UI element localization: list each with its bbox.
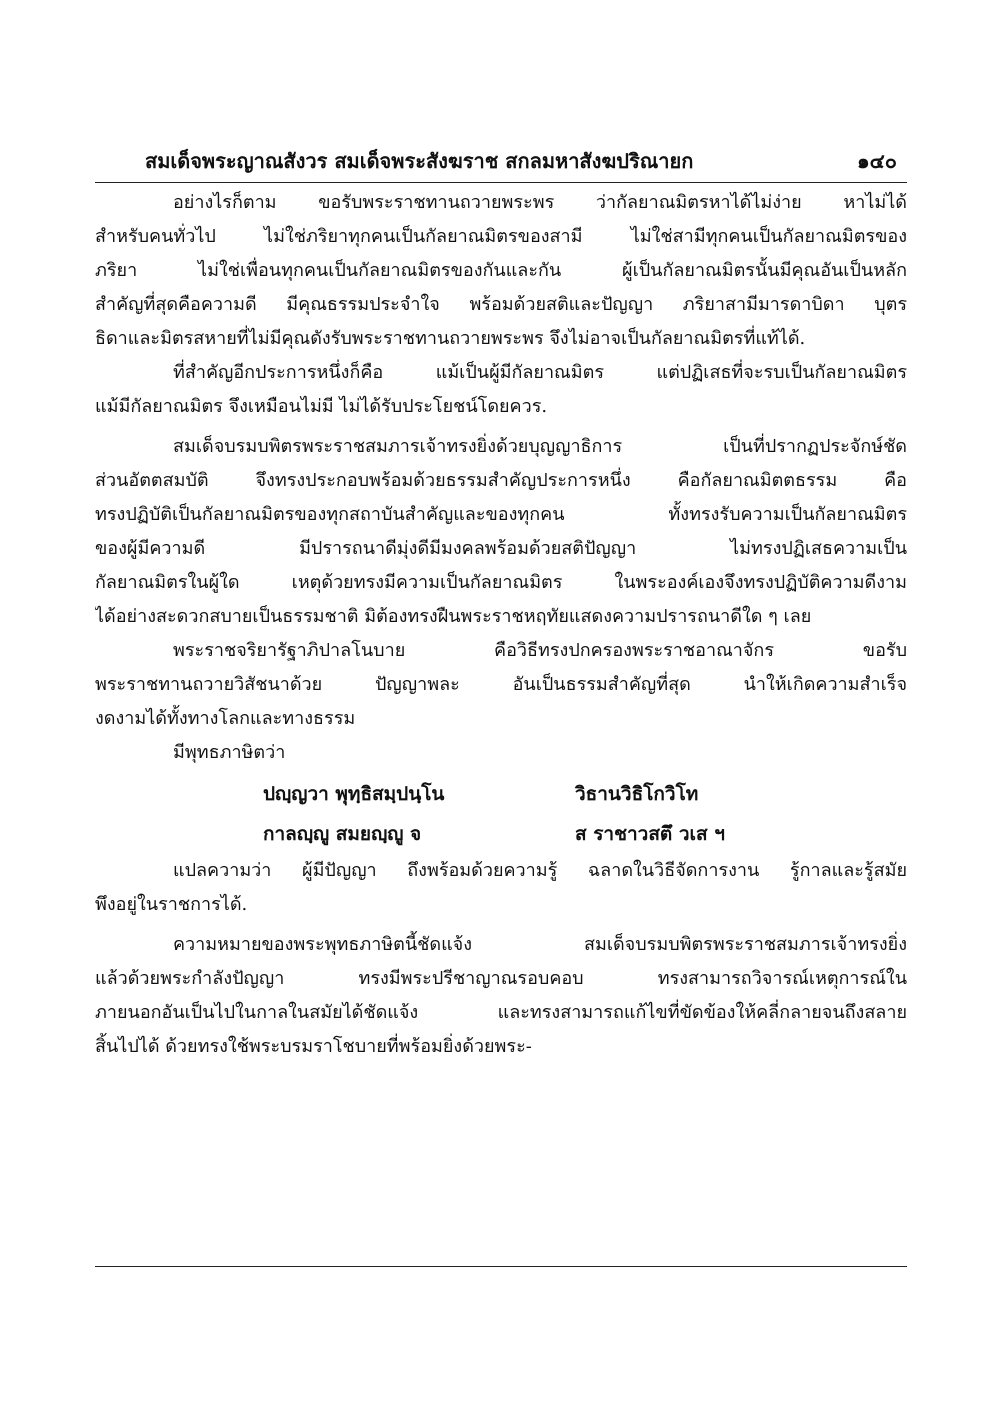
page-header (95, 144, 907, 178)
text-line: พระราชทานถวายวิสัชนาด้วย ปัญญาพละ อันเป็นธรรมสำคัญที่สุด นำให้เกิดความสำเร็จ (95, 674, 907, 695)
paragraph (95, 634, 907, 736)
text-line: ส่วนอัตตสมบัติ จึงทรงประกอบพร้อมด้วยธรรมสำคัญประการหนึ่ง คือกัลยาณมิตตธรรม คือ (95, 470, 907, 491)
text-line: แม้มีกัลยาณมิตร จึงเหมือนไม่มี ไม่ได้รับประโยชน์โดยควร. (95, 396, 548, 417)
paragraph (95, 854, 907, 922)
verse-right: วิธานวิธิโกวิโท (575, 783, 699, 805)
verse-line (95, 814, 907, 854)
paragraph (95, 928, 907, 1064)
verse-left: ปญฺญวา พุทฺธิสมฺปนฺโน (263, 783, 445, 805)
text-line: อย่างไรก็ตาม ขอรับพระราชทานถวายพระพร ว่ากัลยาณมิตรหาได้ไม่ง่าย หาไม่ได้ (173, 192, 907, 213)
text-line: ที่สำคัญอีกประการหนึ่งก็คือ แม้เป็นผู้มีกัลยาณมิตร แต่ปฏิเสธที่จะรบเป็นกัลยาณมิตร (173, 362, 907, 383)
verse-left: กาลญฺญู สมยญฺญู จ (263, 823, 422, 845)
text-line: กัลยาณมิตรในผู้ใด เหตุด้วยทรงมีความเป็นกัลยาณมิตร ในพระองค์เองจึงทรงปฏิบัติความดีงาม (95, 572, 907, 593)
text-line: ภริยา ไม่ใช่เพื่อนทุกคนเป็นกัลยาณมิตรของกันและกัน ผู้เป็นกัลยาณมิตรนั้นมีคุณอันเป็นหลัก (95, 260, 907, 281)
paragraph (95, 356, 907, 424)
text-line: ทรงปฏิบัติเป็นกัลยาณมิตรของทุกสถาบันสำคัญและของทุกคน ทั้งทรงรับความเป็นกัลยาณมิตร (95, 504, 907, 525)
text-line: แล้วด้วยพระกำลังปัญญา ทรงมีพระปรีชาญาณรอบคอบ ทรงสามารถวิจารณ์เหตุการณ์ใน (95, 968, 907, 989)
text-line: ความหมายของพระพุทธภาษิตนี้ชัดแจ้ง สมเด็จบรมบพิตรพระราชสมภารเจ้าทรงยิ่ง (173, 934, 907, 955)
text-line: ธิดาและมิตรสหายที่ไม่มีคุณดังรับพระราชทานถวายพระพร จึงไม่อาจเป็นกัลยาณมิตรที่แท้ได้. (95, 328, 806, 349)
text-line: พระราชจริยารัฐาภิปาลโนบาย คือวิธีทรงปกครองพระราชอาณาจักร ขอรับ (173, 640, 907, 661)
paragraph (95, 186, 907, 356)
paragraph (95, 736, 907, 770)
text-line: สิ้นไปได้ ด้วยทรงใช้พระบรมราโชบายที่พร้อมยิ่งด้วยพระ- (95, 1036, 532, 1057)
verse-line (95, 774, 907, 814)
text-line: งดงามได้ทั้งทางโลกและทางธรรม (95, 708, 356, 729)
text-line: ของผู้มีความดี มีปรารถนาดีมุ่งดีมีมงคลพร้อมด้วยสติปัญญา ไม่ทรงปฏิเสธความเป็น (95, 538, 907, 559)
text-line: แปลความว่า ผู้มีปัญญา ถึงพร้อมด้วยความรู้ ฉลาดในวิธีจัดการงาน รู้กาลและรู้สมัย (173, 860, 907, 881)
footer-divider (95, 1266, 907, 1267)
text-line: สมเด็จบรมบพิตรพระราชสมภารเจ้าทรงยิ่งด้วยบุญญาธิการ เป็นที่ปรากฏประจักษ์ชัด (173, 436, 907, 457)
text-line: ภายนอกอันเป็นไปในกาลในสมัยได้ชัดแจ้ง และทรงสามารถแก้ไขที่ขัดข้องให้คลี่กลายจนถึงสลาย (95, 1002, 907, 1023)
text-line: ได้อย่างสะดวกสบายเป็นธรรมชาติ มิต้องทรงฝืนพระราชหฤทัยแสดงความปรารถนาดีใด ๆ เลย (95, 606, 812, 627)
verse-block (95, 774, 907, 854)
header-divider (95, 182, 907, 183)
text-line: สำคัญที่สุดคือความดี มีคุณธรรมประจำใจ พร้อมด้วยสติและปัญญา ภริยาสามีมารดาบิดา บุตร (95, 294, 907, 315)
text-line: สำหรับคนทั่วไป ไม่ใช่ภริยาทุกคนเป็นกัลยาณมิตรของสามี ไม่ใช่สามีทุกคนเป็นกัลยาณมิตรของ (95, 226, 907, 247)
paragraph (95, 430, 907, 634)
body-text (95, 186, 907, 1064)
page-number: ๑๔๐ (856, 149, 897, 173)
text-line: พึงอยู่ในราชการได้. (95, 894, 248, 915)
text-line: มีพุทธภาษิตว่า (173, 742, 286, 763)
header-title: สมเด็จพระญาณสังวร สมเด็จพระสังฆราช สกลมหาสังฆปริณายก (145, 149, 694, 173)
verse-right: ส ราชาวสตึ วเส ฯ (575, 823, 725, 845)
